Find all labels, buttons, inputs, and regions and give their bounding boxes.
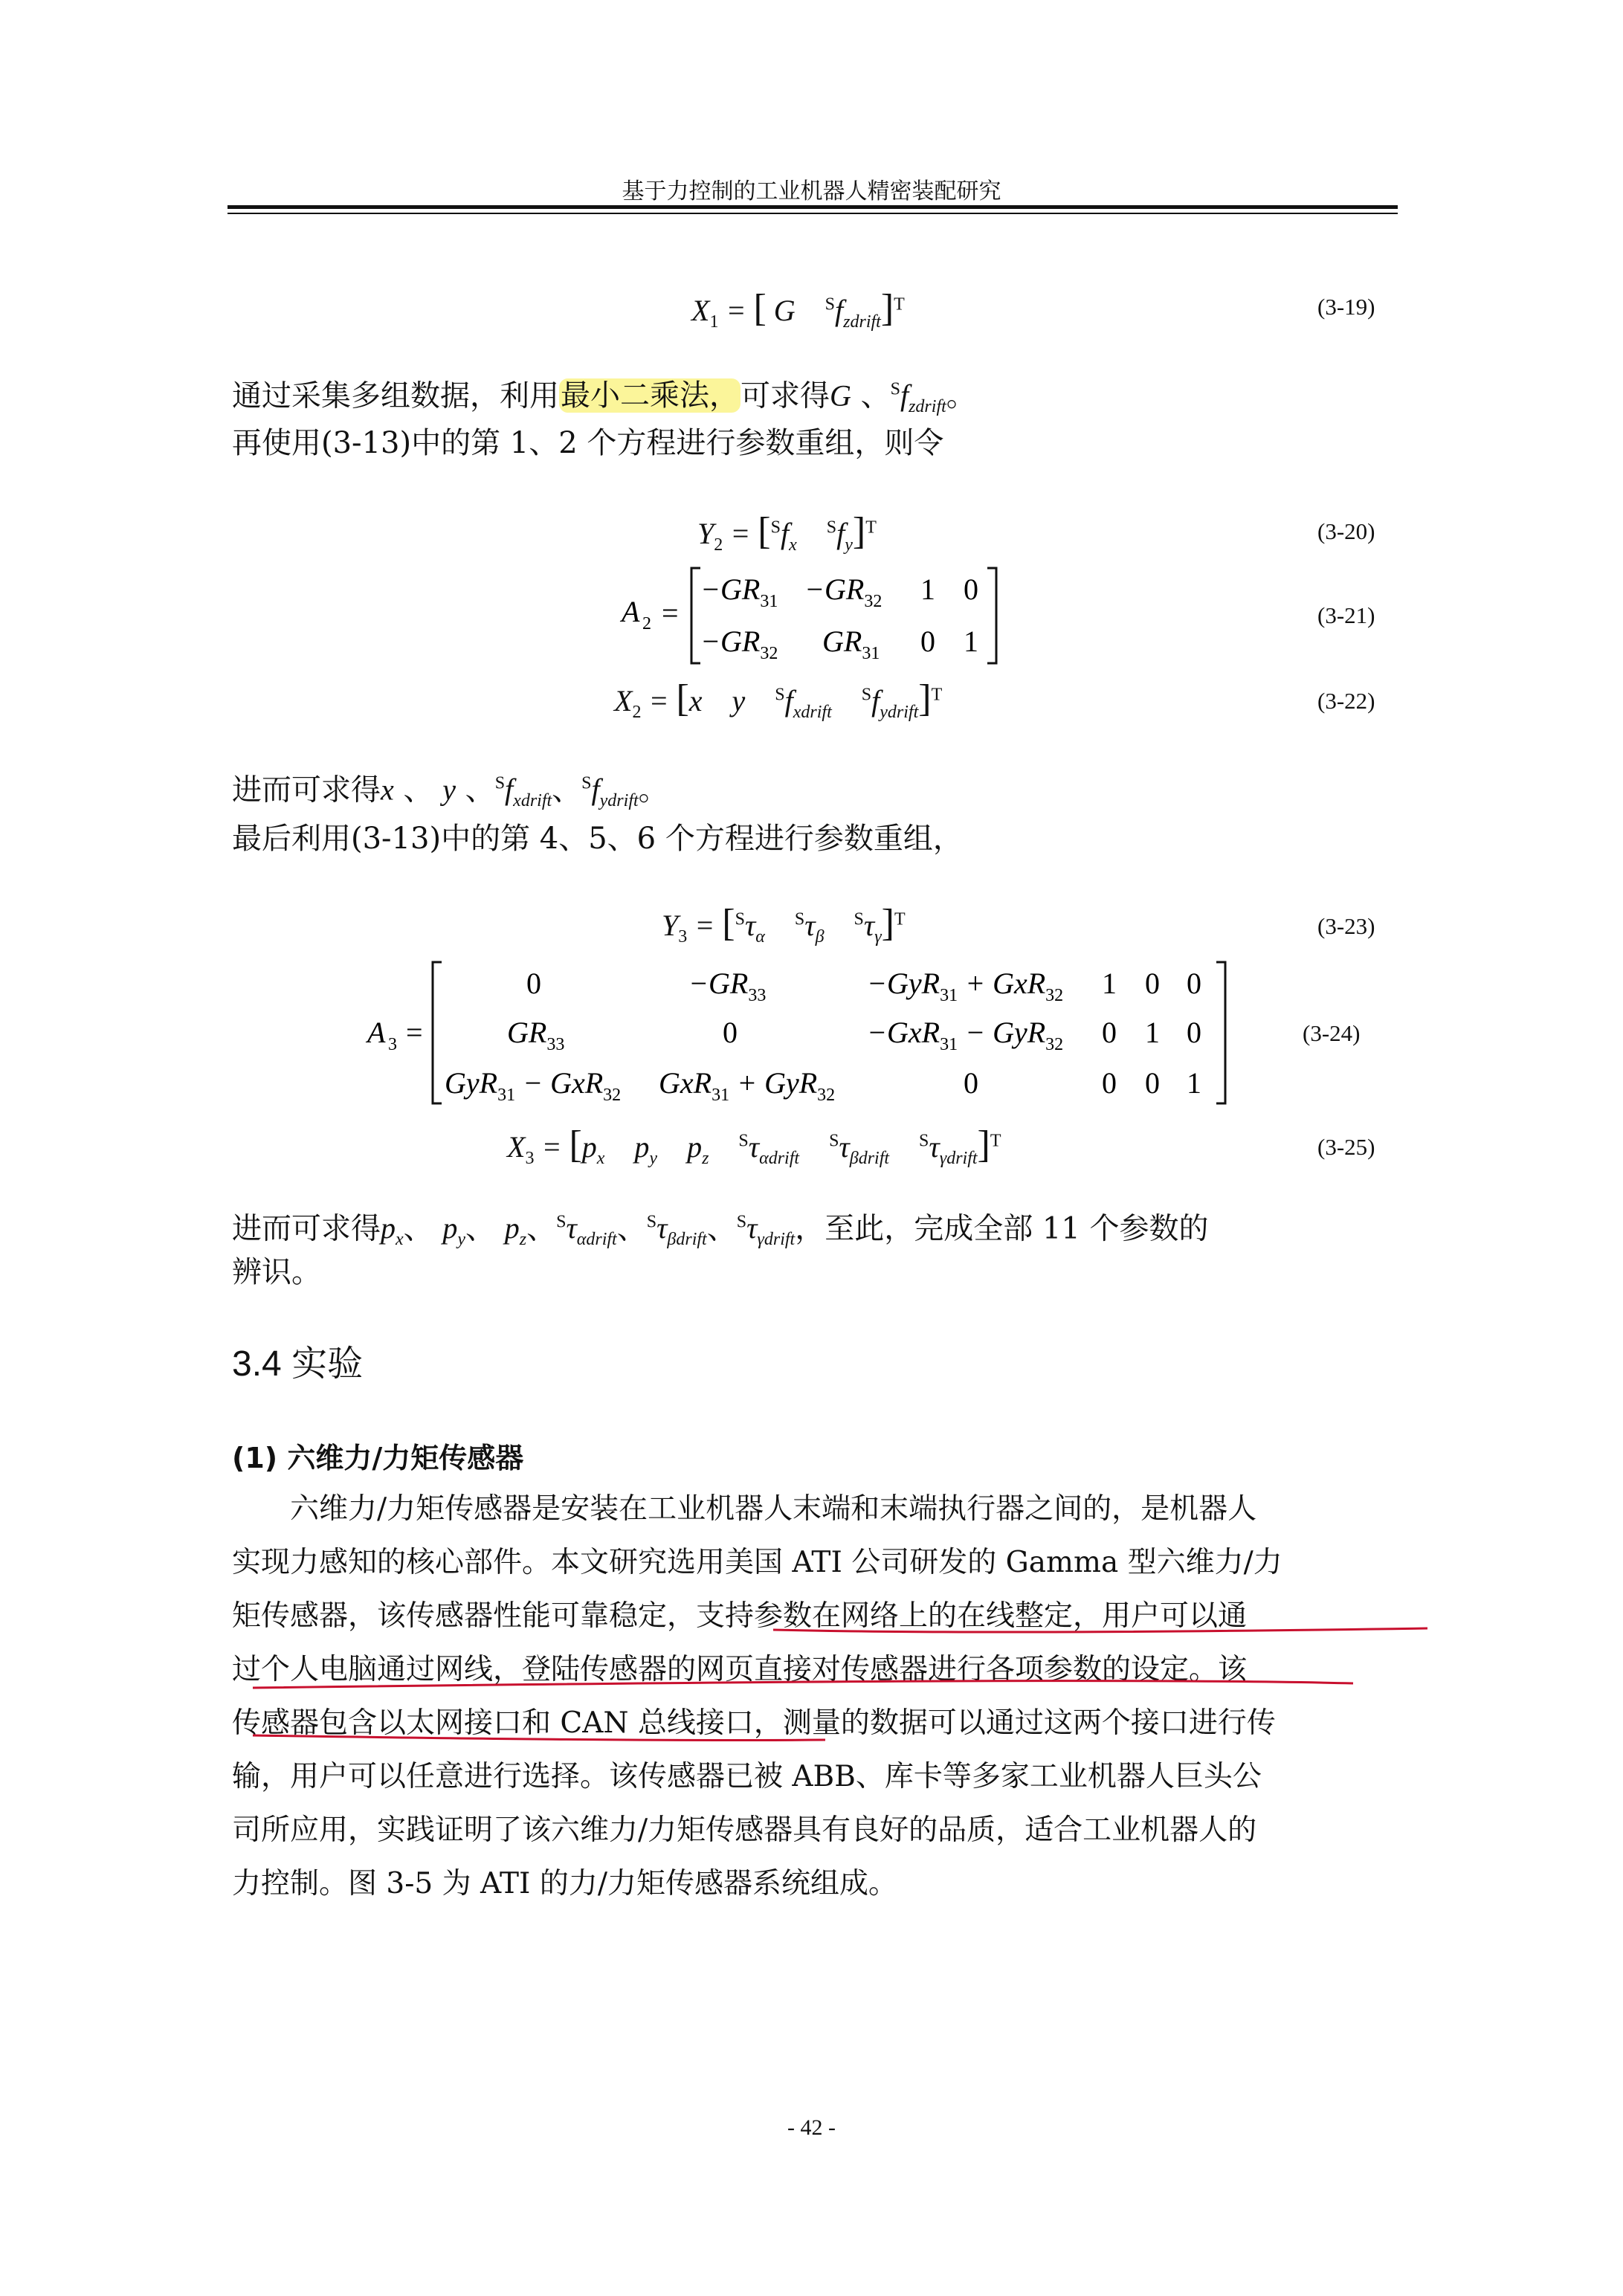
equation-number: (3-22): [1317, 688, 1375, 714]
paragraph-text: 进而可求得: [232, 773, 381, 807]
underline-stroke: [253, 1681, 1353, 1688]
paragraph-5-end: 辨识。: [232, 1255, 321, 1289]
underline-annotations: [223, 1591, 1450, 1762]
equation-3-25: $X_3 = [p_x$ $p_y$ $p_z$ $^S\tau_{\alpha drift}$ $^S\tau_{\beta drift}$ $^S\tau_{\gamma drift}]^T$: [507, 1123, 1001, 1168]
paragraph-text: 可求得: [740, 378, 830, 413]
section-heading: 3.4 实验: [232, 1344, 364, 1384]
paragraph-1: 通过采集多组数据，利用最小二乘法，可求得G 、$^Sf_{zdrift}$。: [232, 378, 976, 417]
paragraph-text: 进而可求得: [232, 1211, 381, 1246]
svg-text:−GR31: $-GR_{31}$: [700, 573, 778, 611]
header-rule-thin: [228, 213, 1398, 214]
equation-number: (3-24): [1303, 1020, 1361, 1046]
svg-text:0: 0: [1145, 1066, 1160, 1100]
svg-text:GxR31 + GyR32: GxR$_{31}$ + GyR$_{32}$: [659, 1066, 836, 1105]
page-number: - 42 -: [787, 2115, 836, 2140]
equation-3-23: $Y_3 = [^S\tau_\alpha$ $^S\tau_\beta$ $^S\tau_\gamma]^T$: [662, 902, 906, 947]
body-line: 司所应用，实践证明了该六维力/力矩传感器具有良好的品质，适合工业机器人的: [232, 1813, 1257, 1847]
svg-text:1: 1: [1145, 1016, 1160, 1049]
subsection-heading: (1) 六维力/力矩传感器: [232, 1442, 524, 1474]
svg-text:−GxR31 − GyR32: −GxR$_{31}$ − GyR$_{32}$: [867, 1016, 1064, 1054]
highlighted-term: 最小二乘法，: [561, 378, 739, 413]
svg-text:−GR32: $-GR_{32}$: [700, 625, 778, 663]
body-line: 实现力感知的核心部件。本文研究选用美国 ATI 公司研发的 Gamma 型六维力/力: [232, 1546, 1282, 1579]
paragraph-2: 再使用(3-13)中的第 1、2 个方程进行参数重组，则令: [232, 426, 944, 460]
running-header: 基于力控制的工业机器人精密装配研究: [622, 178, 1001, 204]
body-line: 传感器包含以太网接口和 CAN 总线接口，测量的数据可以通过这两个接口进行传: [232, 1706, 1276, 1740]
svg-text:0: 0: [920, 625, 935, 658]
svg-text:0: 0: [964, 1066, 978, 1100]
equation-3-20: $Y_2 = [^Sf_x$ $^Sf_y]^T$: [697, 510, 877, 555]
equation-3-19: $X_1$ = [ G $^Sf_{zdrift}]^T$: [691, 287, 905, 332]
equation-3-24: [361, 959, 1246, 1108]
paragraph-5: 进而可求得$p_x$、 $p_y$、 $p_z$、$^S\tau_{\alpha drift}$、$^S\tau_{\beta drift}$、$^S\tau_{\gamma drift}$，至此，完成全部 11 个参数的: [232, 1211, 1209, 1250]
svg-text:=: =: [406, 1016, 423, 1049]
paragraph-3: 进而可求得x 、 y 、$^Sf_{xdrift}$、$^Sf_{ydrift}$。: [232, 773, 668, 811]
equation-number: (3-19): [1317, 294, 1375, 320]
svg-text:GR33: $GR_{33}$: [507, 1016, 565, 1054]
equation-number: (3-21): [1317, 602, 1375, 628]
paragraph-4: 最后利用(3-13)中的第 4、5、6 个方程进行参数重组，: [232, 822, 963, 856]
equation-3-22: $X_2 = [x$ y $^Sf_{xdrift}$ $^Sf_{ydrift}]^T$: [614, 677, 943, 722]
svg-text:−GyR31 + GxR32: −GyR$_{31}$ + GxR$_{32}$: [867, 967, 1064, 1005]
body-line: 六维力/力矩传感器是安装在工业机器人末端和末端执行器之间的，是机器人: [290, 1492, 1257, 1526]
body-line: 过个人电脑通过网线，登陆传感器的网页直接对传感器进行各项参数的设定。该: [232, 1653, 1248, 1686]
svg-text:0: 0: [1145, 967, 1160, 1000]
svg-text:0: 0: [1102, 1066, 1117, 1100]
svg-text:3: 3: [388, 1035, 397, 1054]
svg-text:1: 1: [964, 625, 978, 658]
equation-number: (3-23): [1317, 913, 1375, 939]
equation-number: (3-25): [1317, 1134, 1375, 1160]
svg-text:0: 0: [723, 1016, 738, 1049]
svg-text:0: 0: [964, 573, 978, 606]
svg-text:GyR31 − GxR32: GyR$_{31}$ − GxR$_{32}$: [445, 1066, 622, 1105]
svg-text:0: 0: [1187, 1016, 1201, 1049]
underline-stroke: [773, 1628, 1427, 1632]
svg-text:1: 1: [920, 573, 935, 606]
svg-text:1: 1: [1187, 1066, 1201, 1100]
svg-text:1: 1: [1102, 967, 1117, 1000]
svg-text:=: =: [662, 596, 679, 630]
svg-text:−GR33: $-GR_{33}$: [688, 967, 767, 1005]
paragraph-text: 通过采集多组数据，利用: [232, 378, 559, 413]
body-line: 矩传感器，该传感器性能可靠稳定，支持参数在网络上的在线整定，用户可以通: [232, 1599, 1248, 1633]
svg-text:A: A: [367, 1016, 386, 1049]
underline-stroke: [253, 1735, 825, 1741]
svg-text:2: 2: [642, 614, 651, 633]
svg-text:0: 0: [1187, 967, 1201, 1000]
body-line: 输，用户可以任意进行选择。该传感器已被 ABB、库卡等多家工业机器人巨头公: [232, 1760, 1262, 1793]
svg-text:A: A: [622, 595, 640, 628]
paragraph-text: ，至此，完成全部 11 个参数的: [795, 1211, 1209, 1246]
svg-text:0: 0: [1102, 1016, 1117, 1049]
equation-number: (3-20): [1317, 518, 1375, 544]
header-rule-thick: [228, 205, 1398, 209]
body-line: 力控制。图 3-5 为 ATI 的力/力矩传感器系统组成。: [232, 1867, 897, 1900]
svg-text:GR31: $GR_{31}$: [822, 625, 880, 663]
equation-3-21: [610, 564, 1026, 668]
svg-text:0: 0: [526, 967, 541, 1000]
svg-text:−GR32: $-GR_{32}$: [804, 573, 883, 611]
